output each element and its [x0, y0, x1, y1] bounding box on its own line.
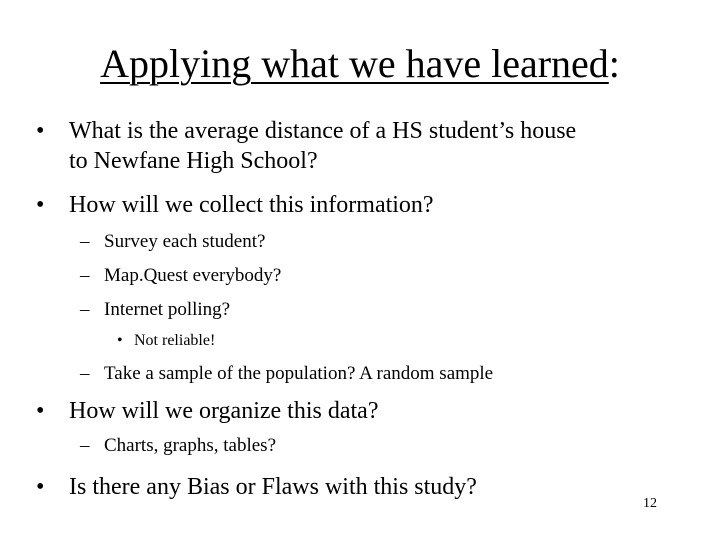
bullet-question-average-distance-line2: to Newfane High School? [69, 148, 318, 174]
sub-bullet-marker: – [80, 435, 90, 456]
sub-bullet-survey: Survey each student? [104, 231, 266, 252]
bullet-question-organize-data: How will we organize this data? [69, 398, 379, 424]
sub-bullet-marker: – [80, 265, 90, 286]
bullet-question-collect-information: How will we collect this information? [69, 192, 434, 218]
bullet-marker: • [36, 118, 45, 144]
sub-sub-bullet-not-reliable: Not reliable! [134, 332, 216, 349]
sub-bullet-marker: – [80, 231, 90, 252]
bullet-marker: • [36, 474, 45, 500]
sub-bullet-mapquest: Map.Quest everybody? [104, 265, 282, 286]
sub-bullet-random-sample: Take a sample of the population? A random sample [104, 363, 494, 384]
slide-title [0, 38, 720, 90]
sub-bullet-charts-graphs-tables: Charts, graphs, tables? [104, 435, 277, 456]
slide-title-colon: : [608, 41, 620, 86]
slide-page-number: 12 [643, 496, 657, 511]
sub-bullet-internet-polling: Internet polling? [104, 299, 231, 320]
bullet-question-bias-flaws: Is there any Bias or Flaws with this study? [69, 474, 477, 500]
slide-title-text: Applying what we have learned [100, 41, 609, 86]
bullet-question-average-distance-line1: What is the average distance of a HS student’s house [69, 118, 577, 144]
sub-sub-bullet-marker: • [117, 332, 123, 349]
sub-bullet-marker: – [80, 363, 90, 384]
bullet-marker: • [36, 398, 45, 424]
bullet-marker: • [36, 192, 45, 218]
sub-bullet-marker: – [80, 299, 90, 320]
